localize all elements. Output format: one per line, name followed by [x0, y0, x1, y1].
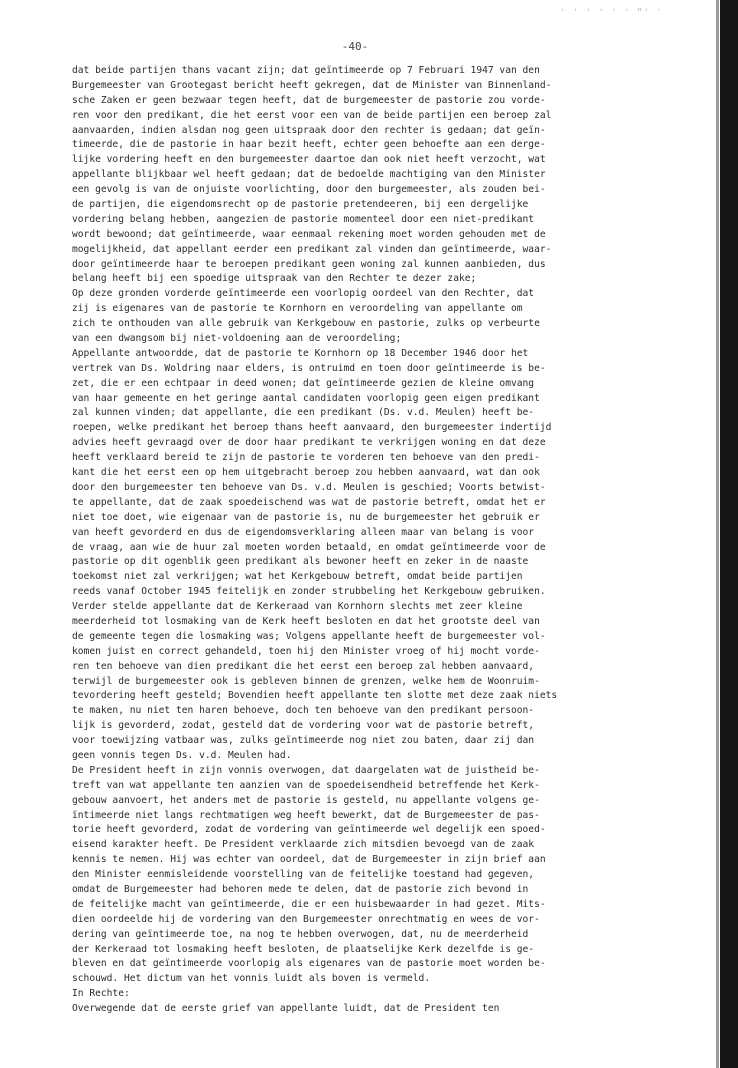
text-line: te appellante, dat de zaak spoedeischend was wat de pastorie betreft, omdat het er [72, 496, 546, 508]
text-line: dien oordeelde hij de vordering van den Burgemeester onrechtmatig en wees de vor- [72, 913, 540, 925]
text-line: geen vonnis tegen Ds. v.d. Meulen had. [72, 749, 292, 761]
text-line: der Kerkeraad tot losmaking heeft besloten, de plaatselijke Kerk dezelfde is ge- [72, 943, 535, 955]
text-line: terwijl de burgemeester ook is gebleven binnen de grenzen, welke hem de Woonruim- [72, 675, 540, 687]
text-line: voor toewijzing vatbaar was, zulks geïntimeerde nog niet zou baten, daar zij dan [72, 735, 535, 747]
text-line: een gevolg is van de onjuiste voorlichting, door den burgemeester, als zouden bei- [72, 184, 546, 196]
text-line: ïntimeerde niet langs rechtmatigen weg heeft bewerkt, dat de Burgemeester de pas- [72, 809, 540, 821]
text-line: treft van wat appellante ten aanzien van de spoedeisendheid betreffende het Kerk- [72, 779, 540, 791]
text-line: kant die het eerst een op hem uitgebracht beroep zou hebben aanvaard, wat dan ook [72, 467, 540, 479]
text-line: lijk is gevorderd, zodat, gesteld dat de vordering voor wat de pastorie betreft, [72, 720, 535, 732]
text-line: niet toe doet, wie eigenaar van de pastorie is, nu de burgemeester het gebruik er [72, 511, 540, 523]
text-line: omdat de Burgemeester had behoren mede te delen, dat de pastorie zich bevond in [72, 883, 529, 895]
text-line: De President heeft in zijn vonnis overwogen, dat daargelaten wat de juistheid be- [72, 764, 540, 776]
text-line: pastorie op dit ogenblik geen predikant als bewoner heeft en zeker in de naaste [72, 556, 529, 568]
text-line: Burgemeester van Grootegast bericht heeft gekregen, dat de Minister van Binnenland- [72, 79, 552, 91]
text-line: sche Zaken er geen bezwaar tegen heeft, dat de burgemeester de pastorie zou vorde- [72, 94, 546, 106]
text-line: door geïntimeerde haar te beroepen predikant geen woning zal kunnen aanbieden, dus [72, 258, 546, 270]
text-line: Op deze gronden vorderde geïntimeerde een voorlopig oordeel van den Rechter, dat [72, 288, 535, 300]
text-line: zij is eigenares van de pastorie te Kornhorn en veroordeling van appellante om [72, 303, 523, 315]
text-line: zet, die er een echtpaar in deed wonen; dat geïntimeerde gezien de kleine omvang [72, 377, 535, 389]
text-line: wordt bewoond; dat geïntimeerde, waar eenmaal rekening moet worden gehouden met de [72, 228, 546, 240]
text-line: de vraag, aan wie de huur zal moeten worden betaald, en omdat geïntimeerde voor de [72, 541, 546, 553]
text-line: de feitelijke macht van geïntimeerde, die er een huisbewaarder in had gezet. Mits- [72, 898, 546, 910]
text-line: gebouw aanvoert, het anders met de pastorie is gesteld, nu appellante volgens ge- [72, 794, 540, 806]
text-line: bleven en dat geïntimeerde voorlopig als eigenares van de pastorie moet worden be- [72, 958, 546, 970]
text-line: van haar gemeente en het geringe aantal candidaten voorlopig geen eigen predikant [72, 392, 540, 404]
text-line: mogelijkheid, dat appellant eerder een predikant zal vinden dan geïntimeerde, waar- [72, 243, 552, 255]
text-line: aanvaarden, indien alsdan nog geen uitspraak door den rechter is gedaan; dat geïn- [72, 124, 546, 136]
text-line: zich te onthouden van alle gebruik van Kerkgebouw en pastorie, zulks op verbeurte [72, 318, 540, 330]
text-line: reeds vanaf October 1945 feitelijk en zonder strubbeling het Kerkgebouw gebruiken. [72, 586, 546, 598]
text-line: zal kunnen vinden; dat appellante, die een predikant (Ds. v.d. Meulen) heeft be- [72, 407, 535, 419]
text-line: vordering belang hebben, aangezien de pastorie momenteel door een niet-predikant [72, 213, 535, 225]
scan-edge-shadow [716, 0, 719, 1068]
text-line: Overwegende dat de eerste grief van appellante luidt, dat de President ten [72, 1003, 500, 1015]
text-line: ren voor den predikant, die het eerst voor een van de beide partijen een beroep zal [72, 109, 552, 121]
text-line: door den burgemeester ten behoeve van Ds. v.d. Meulen is geschied; Voorts betwist- [72, 481, 546, 493]
scan-edge [720, 0, 738, 1068]
text-line: van een dwangsom bij niet-voldoening aan de veroordeling; [72, 333, 402, 345]
text-line: schouwd. Het dictum van het vonnis luidt als boven is vermeld. [72, 973, 431, 985]
text-line: In Rechte: [72, 988, 130, 1000]
text-line: belang heeft bij een spoedige uitspraak van den Rechter te dezer zake; [72, 273, 477, 285]
page-number: -40- [341, 40, 369, 53]
text-line: tevordering heeft gesteld; Bovendien heeft appellante ten slotte met deze zaak niets [72, 690, 558, 702]
text-line: lijke vordering heeft en den burgemeester daartoe dan ook niet heeft verzocht, wat [72, 154, 546, 166]
text-line: de partijen, die eigendomsrecht op de pastorie pretendeeren, bij een dergelijke [72, 199, 529, 211]
text-line: eisend karakter heeft. De President verklaarde zich mitsdien bevoegd van de zaak [72, 839, 535, 851]
text-line: roepen, welke predikant het beroep thans heeft aanvaard, den burgemeester indertijd [72, 422, 552, 434]
text-line: de gemeente tegen die losmaking was; Volgens appellante heeft de burgemeester vol- [72, 630, 546, 642]
document-body [72, 64, 712, 1017]
text-line: timeerde, die de pastorie in haar bezit heeft, echter geen behoefte aan een derge- [72, 139, 546, 151]
text-line: ren ten behoeve van dien predikant die het eerst een beroep zal hebben aanvaard, [72, 660, 535, 672]
text-line: meerderheid tot losmaking van de Kerk heeft besloten en dat het grootste deel van [72, 615, 540, 627]
text-line: van heeft gevorderd en dus de eigendomsverklaring alleen maar van belang is voor [72, 526, 535, 538]
text-line: komen juist en correct gehandeld, toen hij den Minister vroeg of hij mocht vorde- [72, 645, 540, 657]
text-line: den Minister eenmisleidende voorstelling van de feitelijke toestand had gegeven, [72, 869, 535, 881]
text-line: toekomst niet zal verkrijgen; wat het Kerkgebouw betreft, omdat beide partijen [72, 571, 523, 583]
text-line: Verder stelde appellante dat de Kerkeraad van Kornhorn slechts met zeer kleine [72, 601, 523, 613]
text-line: vertrek van Ds. Woldring naar elders, is ontruimd en toen door geïntimeerde is be- [72, 362, 546, 374]
text-line: dat beide partijen thans vacant zijn; dat geïntimeerde op 7 Februari 1947 van den [72, 65, 540, 76]
text-line: Appellante antwoordde, dat de pastorie te Kornhorn op 18 December 1946 door het [72, 347, 529, 359]
text-line: heeft verklaard bereid te zijn de pastorie te vorderen ten behoeve van den predi- [72, 452, 540, 464]
text-line: torie heeft gevorderd, zodat de vordering van geïntimeerde wel degelijk een spoed- [72, 824, 546, 836]
text-line: appellante blijkbaar wel heeft gedaan; dat de bedoelde machtiging van den Minister [72, 169, 546, 181]
text-line: kennis te nemen. Hij was echter van oordeel, dat de Burgemeester in zijn brief aan [72, 854, 546, 866]
text-line: advies heeft gevraagd over de door haar predikant te verkrijgen woning en dat deze [72, 437, 546, 449]
text-line: dering van geïntimeerde toe, na nog te hebben overwogen, dat, nu de meerderheid [72, 928, 529, 940]
header-mark: ' ' ' ' ' ' “' ' [560, 8, 663, 18]
text-line: te maken, nu niet ten haren behoeve, doch ten behoeve van den predikant persoon- [72, 705, 535, 717]
